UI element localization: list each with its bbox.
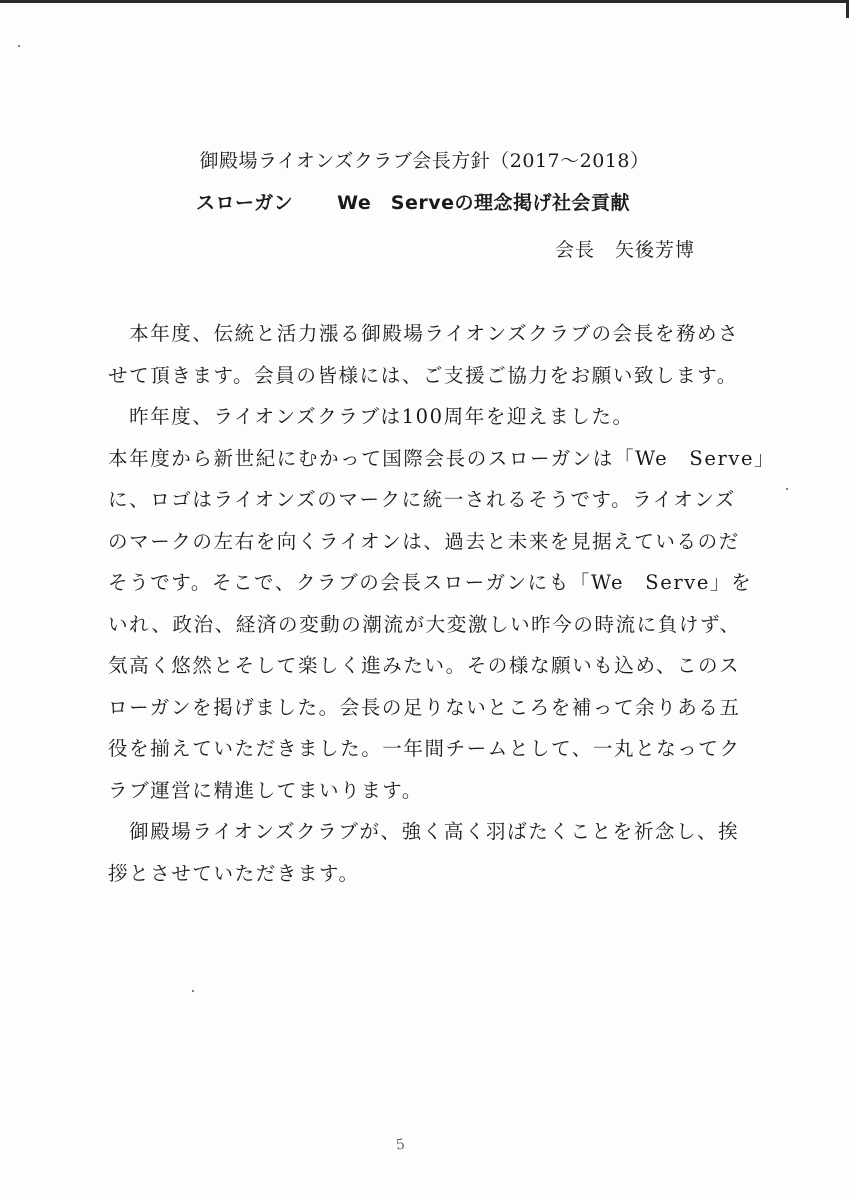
scan-speck	[786, 488, 788, 490]
scan-speck	[18, 45, 20, 47]
body-line: に、ロゴはライオンズのマークに統一されるそうです。ライオンズ	[108, 488, 736, 511]
body-line: 御殿場ライオンズクラブが、強く高く羽ばたくことを祈念し、挨	[108, 820, 740, 843]
body-line: 本年度から新世紀にむかって国際会長のスローガンは「We Serve」	[108, 446, 776, 470]
body-line: 拶とさせていただきます。	[108, 861, 360, 885]
body-line: 気高く悠然とそして楽しく進みたい。その様な願いも込め、このス	[108, 654, 741, 677]
body-line: のマークの左右を向くライオンは、過去と未来を見据えているのだ	[108, 529, 740, 553]
scan-edge-top	[0, 0, 849, 3]
slogan	[196, 188, 630, 215]
body-line: 役を揃えていただきました。一年間チームとして、一丸となってク	[108, 737, 741, 760]
scan-speck	[192, 990, 194, 992]
body-line: ローガンを掲げました。会長の足りないところを補って余りある五	[108, 695, 741, 719]
slogan-label: スローガン	[196, 192, 294, 214]
body-line: いれ、政治、経済の変動の潮流が大変激しい昨今の時流に負けず、	[108, 612, 741, 636]
body-line: せて頂きます。会員の皆様には、ご支援ご協力をお願い致します。	[108, 363, 738, 387]
body-line: 昨年度、ライオンズクラブは100周年を迎えました。	[108, 405, 634, 428]
author-signature: 会長 矢後芳博	[555, 239, 696, 261]
body-text	[108, 313, 776, 894]
body-line: 本年度、伝統と活力漲る御殿場ライオンズクラブの会長を務めさ	[108, 322, 740, 345]
document-title: 御殿場ライオンズクラブ会長方針（2017〜2018）	[199, 150, 650, 172]
slogan-text: We Serveの理念掲げ社会貢献	[337, 192, 631, 214]
body-line: ラブ運営に精進してまいります。	[108, 778, 423, 802]
body-line: そうです。そこで、クラブの会長スローガンにも「We Serve」を	[108, 571, 753, 594]
page-number: 5	[394, 1136, 406, 1154]
